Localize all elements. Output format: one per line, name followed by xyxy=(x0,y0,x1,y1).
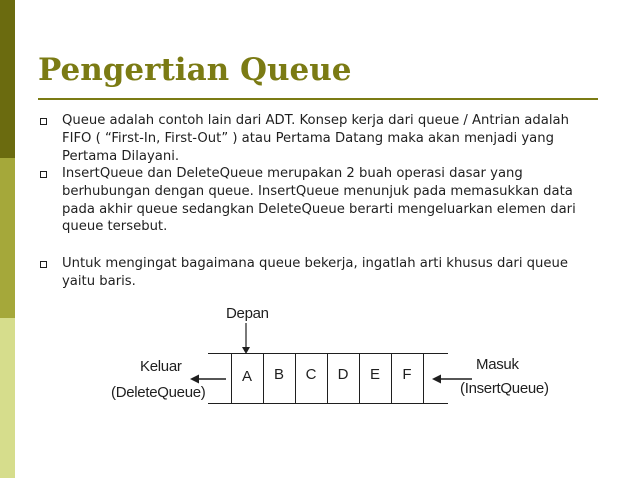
bullet-text: Untuk mengingat bagaimana queue bekerja, ingatlah arti khusus dari queue yaitu baris. xyxy=(62,256,568,289)
queue-cell: E xyxy=(369,366,380,383)
slide-title: Pengertian Queue xyxy=(38,52,352,88)
exit-operation-label: (DeleteQueue) xyxy=(111,384,206,401)
bullet-item xyxy=(38,165,618,255)
queue-cell: F xyxy=(402,366,412,383)
square-bullet-icon xyxy=(40,171,47,178)
sidebar-band-top xyxy=(0,0,15,158)
queue-cell: D xyxy=(337,366,349,383)
queue-bottom-border xyxy=(208,403,448,404)
bullet-item xyxy=(38,255,618,291)
bullet-text: Queue adalah contoh lain dari ADT. Konsep kerja dari queue / Antrian adalah FIFO ( “First-In, First-Out” ) atau Pertama Datang maka akan menjadi yang Pertama Dilayani. xyxy=(62,113,569,164)
entry-operation-label: (InsertQueue) xyxy=(460,380,549,397)
front-arrow-icon xyxy=(240,323,252,355)
exit-label: Keluar xyxy=(140,358,182,375)
queue-cell: C xyxy=(305,366,317,383)
front-label: Depan xyxy=(226,305,269,322)
square-bullet-icon xyxy=(40,261,47,268)
queue-cell: B xyxy=(273,366,284,383)
sidebar-band-middle xyxy=(0,158,15,318)
queue-cell: A xyxy=(241,368,252,385)
bullet-list xyxy=(38,112,618,291)
bullet-text: InsertQueue dan DeleteQueue merupakan 2 buah operasi dasar yang berhubungan dengan queue. InsertQueue menunjuk pada memasukkan data pada akhir queue sedangkan DeleteQueue berarti mengeluarkan elemen dari queue tersebut. xyxy=(62,166,576,235)
sidebar-band-bottom xyxy=(0,318,15,478)
cell-divider xyxy=(423,353,424,403)
title-underline xyxy=(38,98,598,100)
square-bullet-icon xyxy=(40,118,47,125)
bullet-item xyxy=(38,112,618,165)
entry-label: Masuk xyxy=(476,356,519,373)
